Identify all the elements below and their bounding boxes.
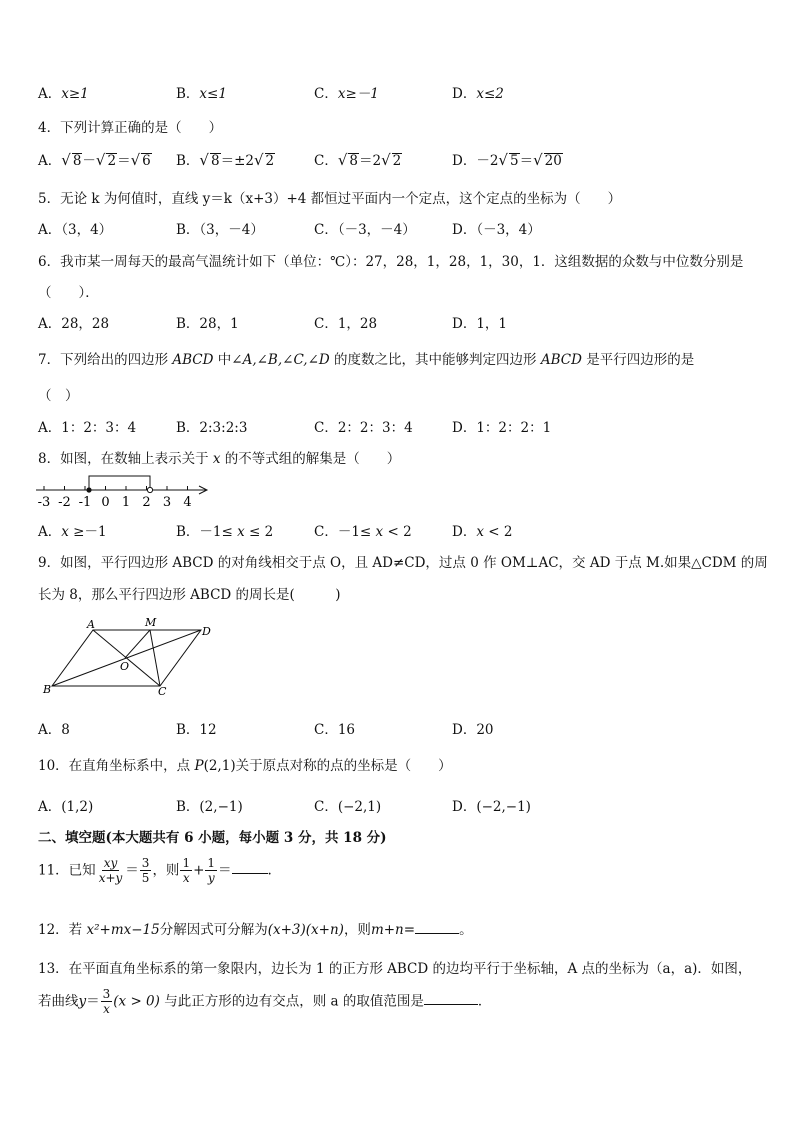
option-c: C．2：2：3：4 [314, 420, 413, 436]
question-11: 11．已知 $\frac{xy}{x+y}$ ＝ $\frac{3}{5}$ ，则 $\frac{1}{x}$ + $\frac{1}{y}$ ＝ . [38, 856, 272, 886]
answer-blank[interactable] [424, 990, 478, 1005]
fraction-1-x: $\frac{1}{x}$ [182, 856, 191, 886]
q9-options [38, 718, 758, 740]
option-b: B．x≤1 [176, 86, 227, 102]
question-7-cont: （ ） [38, 388, 79, 404]
option-a: A．1：2：3：4 [38, 420, 137, 436]
option-a: A．x ≥－1 [38, 524, 107, 540]
option-b: B．12 [176, 722, 217, 738]
number-line-figure [34, 470, 214, 510]
segment-cm [150, 630, 160, 686]
option-a: A．(1,2) [38, 799, 94, 815]
label-m: M [145, 616, 157, 629]
question-4: 4．下列计算正确的是（ ） [38, 120, 223, 136]
question-9-cont: 长为 8，那么平行四边形 ABCD 的周长是( ) [38, 587, 341, 603]
option-b: B．28，1 [176, 316, 239, 332]
number-line-tick-label: 2 [142, 495, 151, 510]
open-point-2 [147, 487, 152, 492]
number-line-tick-label: 0 [101, 495, 110, 510]
number-line-tick-label: 3 [162, 495, 172, 510]
number-line-tick-label: 1 [121, 495, 131, 510]
option-b: B．－1≤ x ≤ 2 [176, 524, 274, 540]
question-8: 8．如图，在数轴上表示关于 x 的不等式组的解集是（ ） [38, 451, 401, 467]
label-a: A [87, 618, 95, 631]
option-c: C．√ 8＝2√ 2 [314, 151, 402, 169]
option-c: C．(−2,1) [314, 799, 382, 815]
closed-point-minus-1 [86, 487, 91, 492]
option-d: D．(−2,−1) [452, 799, 531, 815]
option-c: C．（－3，－4） [314, 222, 416, 238]
option-d: D．1，1 [452, 316, 508, 332]
q10-options [38, 795, 758, 817]
option-d: D．1：2：2：1 [452, 420, 552, 436]
question-10: 10．在直角坐标系中，点 P(2,1)关于原点对称的点的坐标是（ ） [38, 758, 452, 774]
option-c: C．－1≤ x < 2 [314, 524, 412, 540]
label-c: C [158, 685, 167, 698]
number-line-tick-label: 4 [183, 495, 192, 510]
option-a: A．√ 8－√ 2＝√ 6 [38, 151, 151, 169]
fraction-xy: $\frac{xy}{x+y}$ [98, 856, 123, 886]
question-7: 7．下列给出的四边形 ABCD 中∠A,∠B,∠C,∠D 的度数之比，其中能够判定四边形 ABCD 是平行四边形的是 [38, 352, 695, 368]
q7-options [38, 416, 758, 438]
number-line-tick-label: -1 [78, 495, 92, 510]
option-a: A．8 [38, 722, 70, 738]
number-line-tick-label: -2 [58, 495, 71, 510]
question-6: 6．我市某一周每天的最高气温统计如下（单位：℃）：27，28，1，28，1，30，1．这组数据的众数与中位数分别是 [38, 254, 744, 270]
q3-options [38, 82, 758, 104]
label-d: D [202, 625, 211, 638]
option-d: D．x < 2 [452, 524, 513, 540]
option-b: B．（3，－4） [176, 222, 264, 238]
option-a: A．x≥1 [38, 86, 89, 102]
fraction-1-y: $\frac{1}{y}$ [207, 856, 216, 886]
q4-options [38, 149, 758, 171]
option-a: A．（3，4） [38, 222, 113, 238]
question-6-cont: （ ）． [38, 285, 99, 301]
diagonal-bd [52, 630, 201, 686]
fraction-3-x: $\frac{3}{x}$ [102, 987, 111, 1017]
lower-bound-bracket [89, 476, 150, 490]
option-c: C．16 [314, 722, 356, 738]
answer-blank[interactable] [232, 859, 268, 874]
answer-blank[interactable] [415, 919, 459, 934]
number-line-tick-label: -3 [37, 495, 51, 510]
label-b: B [43, 683, 52, 696]
q5-options [38, 218, 758, 240]
q8-options [38, 520, 758, 542]
question-12: 12．若 x²+mx−15分解因式可分解为(x+3)(x+n)，则m+n= 。 [38, 918, 473, 938]
fraction-3-5: $\frac{3}{5}$ [141, 856, 150, 886]
question-13: 13．在平面直角坐标系的第一象限内，边长为 1 的正方形 ABCD 的边均平行于坐标轴，A 点的坐标为（a，a)．如图， [38, 961, 752, 977]
option-b: B．2:3:2:3 [176, 420, 248, 436]
option-d: D．－2√ 5＝√ 20 [452, 151, 562, 169]
option-a: A．28，28 [38, 316, 110, 332]
question-5: 5．无论 k 为何值时，直线 y＝k（x+3）+4 都恒过平面内一个定点，这个定点的坐标为（ ） [38, 191, 622, 207]
bracket-spacer [89, 480, 150, 481]
q6-options [38, 312, 758, 334]
option-b: B．(2,−1) [176, 799, 243, 815]
question-9: 9．如图，平行四边形 ABCD 的对角线相交于点 O，且 AD≠CD，过点 0 作 OM⊥AC，交 AD 于点 M.如果△CDM 的周 [38, 555, 768, 571]
option-b: B．√ 8＝±2√ 2 [176, 151, 275, 169]
parallelogram-figure [38, 616, 228, 698]
option-d: D．20 [452, 722, 494, 738]
label-o: O [120, 660, 130, 673]
section-2-heading: 二、填空题(本大题共有 6 小题，每小题 3 分，共 18 分) [38, 830, 387, 846]
question-13-cont: 若曲线y＝ $\frac{3}{x}$ (x > 0) 与此正方形的边有交点，则 a 的取值范围是 ． [38, 987, 492, 1017]
option-d: D．（－3，4） [452, 222, 541, 238]
option-d: D．x≤2 [452, 86, 504, 102]
option-c: C．x≥－1 [314, 86, 379, 102]
option-c: C．1，28 [314, 316, 378, 332]
